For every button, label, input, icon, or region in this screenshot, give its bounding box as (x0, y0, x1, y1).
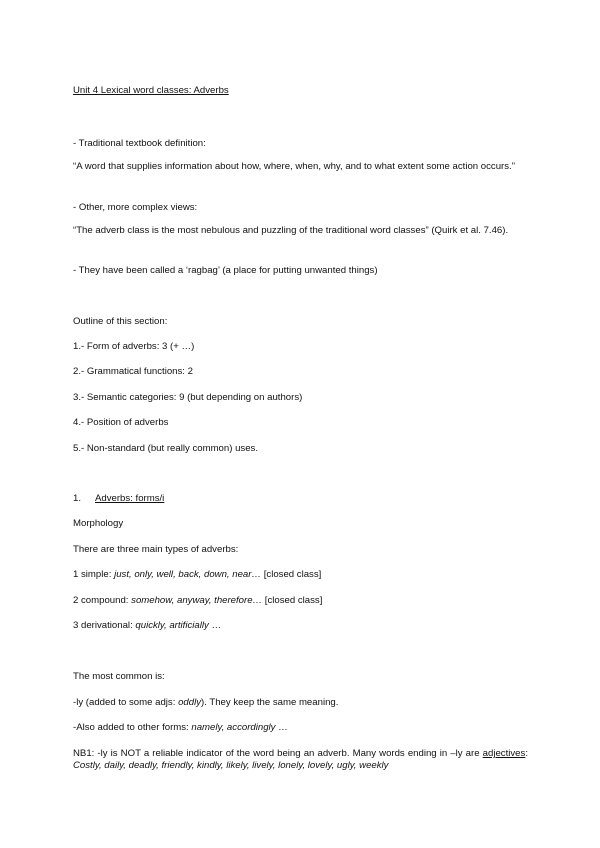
section-number: 1. (73, 493, 82, 504)
also-text: -Also added to other forms: (73, 722, 192, 733)
type-class-note: … (208, 620, 222, 631)
outline-item: 2.- Grammatical functions: 2 (73, 366, 193, 377)
nb1-note (73, 748, 528, 772)
traditional-definition-label: - Traditional textbook definition: (73, 138, 206, 149)
traditional-definition-quote: “A word that supplies information about how, where, when, why, and to what extent some action occurs.” (73, 161, 515, 172)
type-examples: quickly, artificially (135, 620, 209, 631)
outline-item: 4.- Position of adverbs (73, 417, 169, 428)
adverb-type-derivational (73, 620, 221, 632)
ly-suffix-note (73, 697, 338, 709)
most-common-heading: The most common is: (73, 671, 165, 682)
also-examples: namely, accordingly (191, 722, 276, 733)
type-class-note: [closed class] (262, 595, 323, 606)
type-class-note: [closed class] (261, 569, 322, 580)
complex-views-label: - Other, more complex views: (73, 202, 198, 213)
type-label: 3 derivational: (73, 620, 136, 631)
adverb-type-simple (73, 569, 321, 581)
ly-example: oddly (178, 697, 201, 708)
document-title: Unit 4 Lexical word classes: Adverbs (73, 85, 229, 96)
ragbag-note: - They have been called a ‘ragbag’ (a place for putting unwanted things) (73, 265, 378, 276)
nb1-text: NB1: -ly is NOT a reliable indicator of the word being an adverb. Many words ending in –ly are (73, 748, 483, 759)
ly-text-end: ). They keep the same meaning. (201, 697, 339, 708)
also-text-end: … (275, 722, 288, 733)
type-examples: just, only, well, back, down, near… (114, 569, 262, 580)
ly-text: -ly (added to some adjs: (73, 697, 179, 708)
nb1-examples: Costly, daily, deadly, friendly, kindly, likely, lively, lonely, lovely, ugly, weekly (73, 760, 389, 771)
types-intro: There are three main types of adverbs: (73, 544, 239, 555)
also-added-note (73, 722, 288, 734)
type-label: 1 simple: (73, 569, 115, 580)
morphology-subheading: Morphology (73, 518, 124, 529)
adverb-type-compound (73, 595, 322, 607)
section-heading (73, 493, 164, 505)
nb1-colon: : (525, 748, 528, 759)
outline-item: 1.- Form of adverbs: 3 (+ …) (73, 341, 195, 352)
outline-item: 5.- Non-standard (but really common) uses. (73, 443, 259, 454)
outline-item: 3.- Semantic categories: 9 (but depending on authors) (73, 392, 303, 403)
type-label: 2 compound: (73, 595, 132, 606)
outline-heading: Outline of this section: (73, 316, 168, 327)
quirk-quote: “The adverb class is the most nebulous and puzzling of the traditional word classes” (Quirk et al. 7.46). (73, 225, 509, 236)
section-title: Adverbs: forms/i (95, 493, 165, 504)
nb1-adjectives-word: adjectives (482, 748, 526, 759)
type-examples: somehow, anyway, therefore… (131, 595, 263, 606)
